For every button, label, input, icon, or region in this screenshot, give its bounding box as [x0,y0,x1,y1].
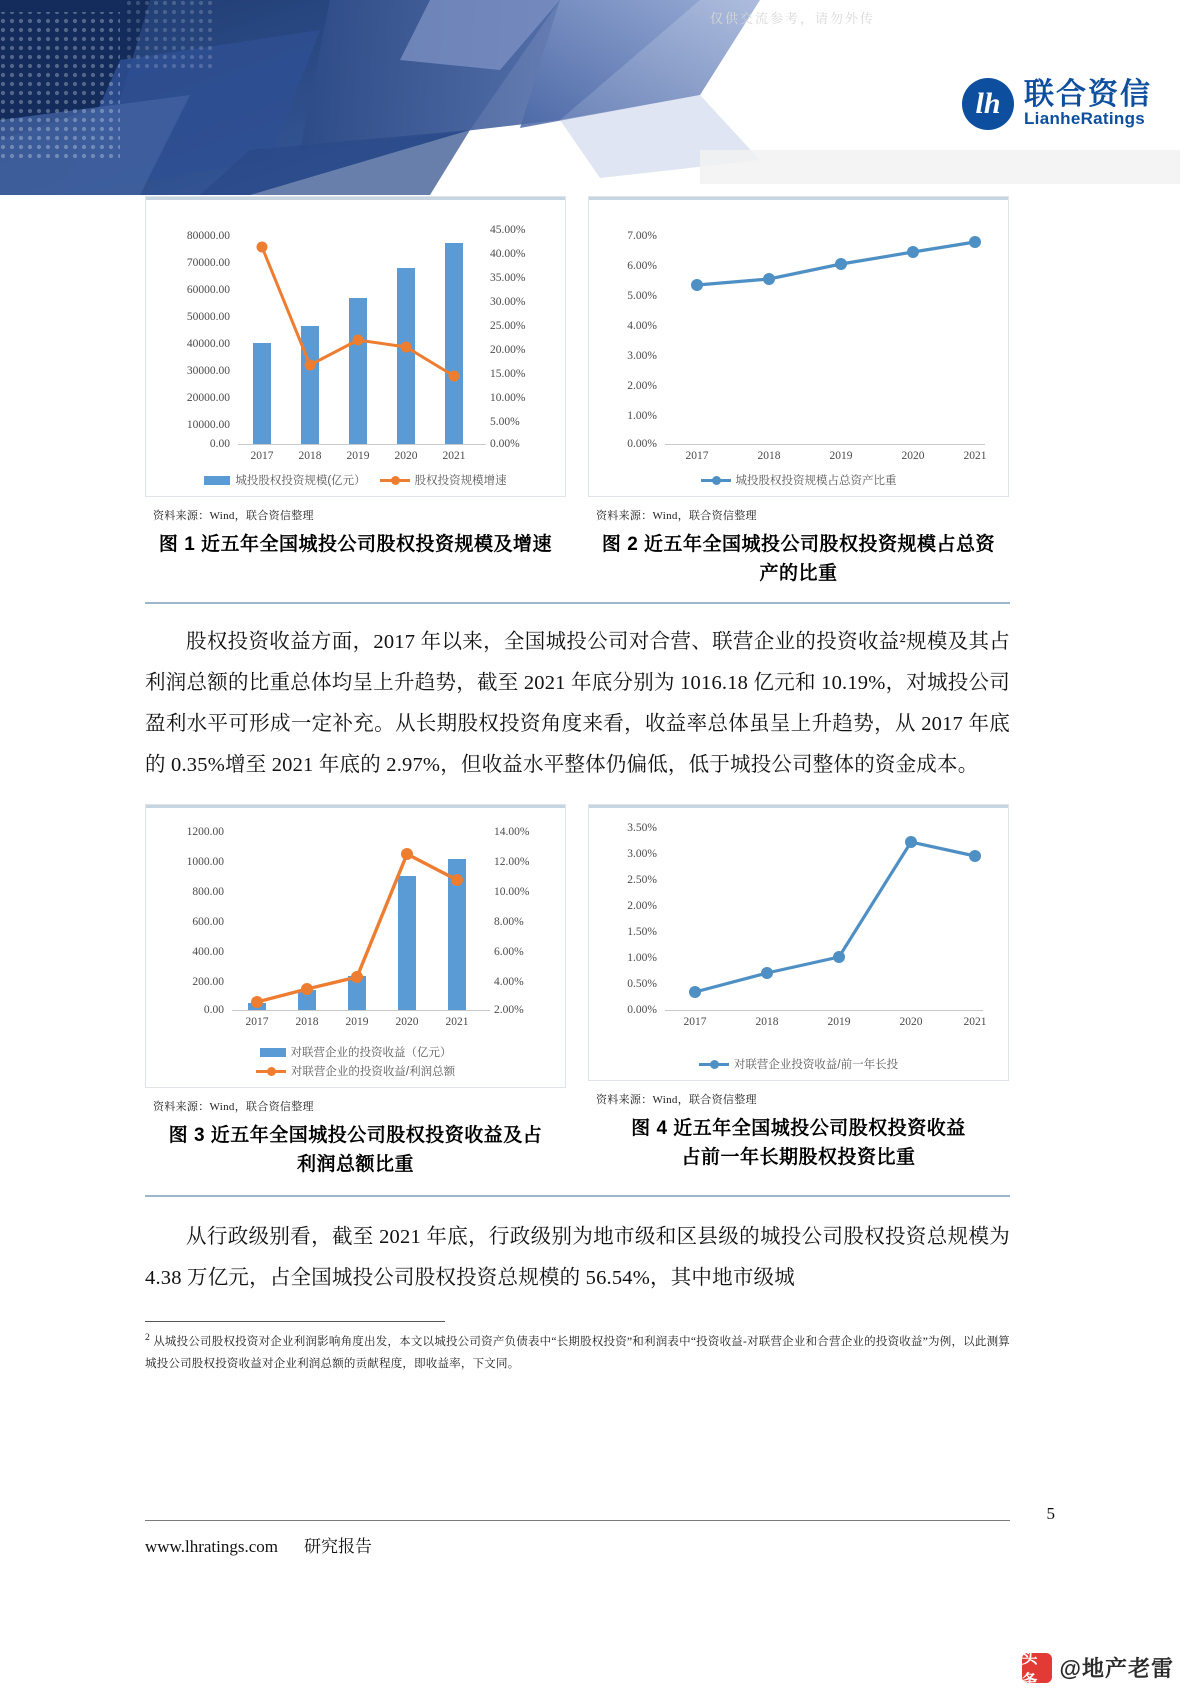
return-rate-line [589,808,1010,1040]
y-left-tick: 0.00% [627,438,657,450]
y-left-tick: 200.00 [192,976,224,988]
y-left-tick: 2.50% [627,874,657,886]
y-left-tick: 3.00% [627,848,657,860]
y-right-tick: 6.00% [494,946,524,958]
legend-item-line [701,472,897,488]
x-tick: 2021 [445,1016,469,1028]
figure-3-legend [146,1040,565,1087]
legend-label: 城投股权投资规模(亿元） [235,475,366,487]
x-tick: 2021 [442,450,466,462]
y-right-tick: 0.00% [490,438,520,450]
y-right-tick: 45.00% [490,224,526,236]
brand-logo [962,78,1152,130]
figure-3-container [145,804,566,1179]
x-tick: 2018 [295,1016,319,1028]
y-left-tick: 80000.00 [186,230,230,242]
legend-item-line [380,472,507,488]
y-right-tick: 8.00% [494,916,524,928]
x-tick: 2017 [245,1016,269,1028]
legend-label: 对联营企业的投资收益/利润总额 [290,1066,456,1078]
legend-label: 对联营企业投资收益/前一年长投 [733,1059,899,1071]
figure-3-caption [145,1122,566,1179]
x-tick: 2019 [827,1016,851,1028]
figure-1-legend [146,468,565,496]
y-left-tick: 2.00% [627,380,657,392]
figure-row-1 [145,196,1010,588]
y-right-tick: 5.00% [490,416,520,428]
y-right-tick: 15.00% [490,368,526,380]
line-swatch-icon [380,476,410,485]
figure-2-caption-line1: 图 2 近五年全国城投公司股权投资规模占总资 [601,534,996,555]
footnote-divider [145,1321,445,1322]
y-left-tick: 0.00 [209,438,230,450]
page-number: 5 [1046,1504,1055,1523]
brand-name-en: LianheRatings [1024,109,1146,129]
x-tick: 2018 [298,450,322,462]
y-right-tick: 35.00% [490,272,526,284]
figure-4-container [588,804,1009,1179]
section-divider-2 [145,1195,1010,1197]
figure-1-container [145,196,566,588]
legend-item-line [256,1063,455,1079]
y-right-tick: 12.00% [494,856,530,868]
y-left-tick: 1.00% [627,952,657,964]
toutiao-badge-icon: 头条 [1022,1653,1052,1683]
x-tick: 2020 [899,1016,923,1028]
legend-label: 股权投资规模增速 [414,475,507,487]
x-tick: 2017 [683,1016,707,1028]
y-right-tick: 25.00% [490,320,526,332]
x-tick: 2018 [757,450,781,462]
x-tick: 2021 [963,1016,987,1028]
figure-4-caption [588,1115,1009,1172]
page-footer [145,1532,1010,1557]
page-content [145,196,1010,1376]
y-left-tick: 4.00% [627,320,657,332]
bottom-watermark [1021,1649,1174,1690]
y-left-tick: 0.50% [627,978,657,990]
figure-4-plot [589,808,1008,1040]
y-right-tick: 10.00% [490,392,526,404]
figure-3-caption-line2: 利润总额比重 [296,1153,414,1175]
y-left-tick: 7.00% [627,230,657,242]
growth-rate-line [146,200,567,468]
figure-2-plot [589,200,1008,468]
legend-label: 对联营企业的投资收益（亿元） [290,1047,452,1059]
footnote-text: 从城投公司股权投资对企业利润影响角度出发，本文以城投公司资产负债表中“长期股权投资”和利润表中“投资收益-对联营企业和合营企业的投资收益”为例，以此测算城投公司股权投资收益对企业利润总额的贡献程度，即收益率，下文同。 [145,1335,1010,1371]
figure-1-source: 资料来源：Wind，联合资信整理 [153,510,314,522]
legend-item-bar [260,1044,452,1060]
x-tick: 2017 [250,450,274,462]
y-left-tick: 1000.00 [186,856,224,868]
figure-4-legend [589,1040,1008,1080]
figure-2-caption-line2: 产的比重 [759,562,838,584]
line-swatch-icon [701,476,731,485]
y-left-tick: 1.50% [627,926,657,938]
footer-website[interactable]: www.lhratings.com [145,1537,278,1556]
paragraph-investment-income: 股权投资收益方面，2017 年以来，全国城投公司对合营、联营企业的投资收益²规模及其占利润总额的比重总体均呈上升趋势，截至 2021 年底分别为 1016.18 亿元和 10.19%，对城投公司盈利水平可形成一定补充。从长期股权投资角度来看，收益率总体虽呈上升趋势，从 2017 年底的 0.35%增至 2021 年底的 2.97%，但收益水平整体仍偏低，低于城投公司整体的资金成本。 [145,631,1010,776]
y-left-tick: 800.00 [192,886,224,898]
figure-4-caption-line2: 占前一年长期股权投资比重 [681,1146,916,1168]
bar-swatch-icon [204,476,230,485]
figure-4-source: 资料来源：Wind，联合资信整理 [596,1094,757,1106]
y-right-tick: 30.00% [490,296,526,308]
x-tick: 2018 [755,1016,779,1028]
x-tick: 2017 [685,450,709,462]
line-swatch-icon [256,1067,286,1076]
x-tick: 2021 [963,450,987,462]
x-tick: 2020 [901,450,925,462]
figure-3-plot [146,808,565,1040]
y-left-tick: 40000.00 [186,338,230,350]
x-tick: 2019 [345,1016,369,1028]
y-left-tick: 1200.00 [186,826,224,838]
lianhe-logo-icon: lh [962,78,1014,130]
y-left-tick: 5.00% [627,290,657,302]
y-left-tick: 30000.00 [186,365,230,377]
watermark-handle: @地产老雷 [1059,1656,1174,1681]
x-tick: 2019 [346,450,370,462]
y-left-tick: 6.00% [627,260,657,272]
income-ratio-line [146,808,567,1040]
y-left-tick: 0.00% [627,1004,657,1016]
y-left-tick: 400.00 [192,946,224,958]
brand-name-cn: 联合资信 [1024,77,1152,111]
y-right-tick: 40.00% [490,248,526,260]
legend-item-bar [204,472,365,488]
y-right-tick: 14.00% [494,826,530,838]
legend-item-line [699,1056,898,1072]
figure-2-legend [589,468,1008,496]
section-divider-1 [145,602,1010,604]
figure-2-container [588,196,1009,588]
figure-1-chart [145,196,566,497]
legend-label: 城投股权投资规模占总资产比重 [735,475,897,487]
figure-2-caption [588,531,1009,588]
line-swatch-icon [699,1060,729,1069]
figure-3-chart [145,804,566,1088]
x-tick: 2020 [395,1016,419,1028]
y-left-tick: 3.00% [627,350,657,362]
y-right-tick: 10.00% [494,886,530,898]
footnote-marker: 2 [145,1332,151,1343]
figure-4-caption-line1: 图 4 近五年全国城投公司股权投资收益 [631,1118,966,1139]
top-watermark: 仅供交流参考，请勿外传 [710,11,876,26]
footer-doc-type: 研究报告 [304,1537,372,1556]
figure-3-source: 资料来源：Wind，联合资信整理 [153,1101,314,1113]
footnote-2 [145,1328,1010,1376]
y-left-tick: 1.00% [627,410,657,422]
footer-divider [145,1520,1010,1521]
paragraph-administrative-level: 从行政级别看，截至 2021 年底，行政级别为地市级和区县级的城投公司股权投资总规模为 4.38 万亿元，占全国城投公司股权投资总规模的 56.54%，其中地市级城 [145,1226,1010,1289]
y-left-tick: 600.00 [192,916,224,928]
figure-2-chart [588,196,1009,497]
x-tick: 2020 [394,450,418,462]
figure-row-2 [145,804,1010,1179]
figure-2-source: 资料来源：Wind，联合资信整理 [596,510,757,522]
y-left-tick: 70000.00 [186,257,230,269]
figure-4-chart [588,804,1009,1081]
y-right-tick: 4.00% [494,976,524,988]
figure-1-caption: 图 1 近五年全国城投公司股权投资规模及增速 [158,534,553,555]
ratio-line [589,200,1010,468]
y-left-tick: 0.00 [203,1004,224,1016]
y-left-tick: 10000.00 [186,419,230,431]
x-tick: 2019 [829,450,853,462]
figure-3-caption-line1: 图 3 近五年全国城投公司股权投资收益及占 [168,1125,543,1146]
y-left-tick: 20000.00 [186,392,230,404]
y-right-tick: 20.00% [490,344,526,356]
y-left-tick: 60000.00 [186,284,230,296]
y-left-tick: 3.50% [627,822,657,834]
bar-swatch-icon [260,1048,286,1057]
y-left-tick: 50000.00 [186,311,230,323]
figure-1-plot [146,200,565,468]
y-left-tick: 2.00% [627,900,657,912]
y-right-tick: 2.00% [494,1004,524,1016]
